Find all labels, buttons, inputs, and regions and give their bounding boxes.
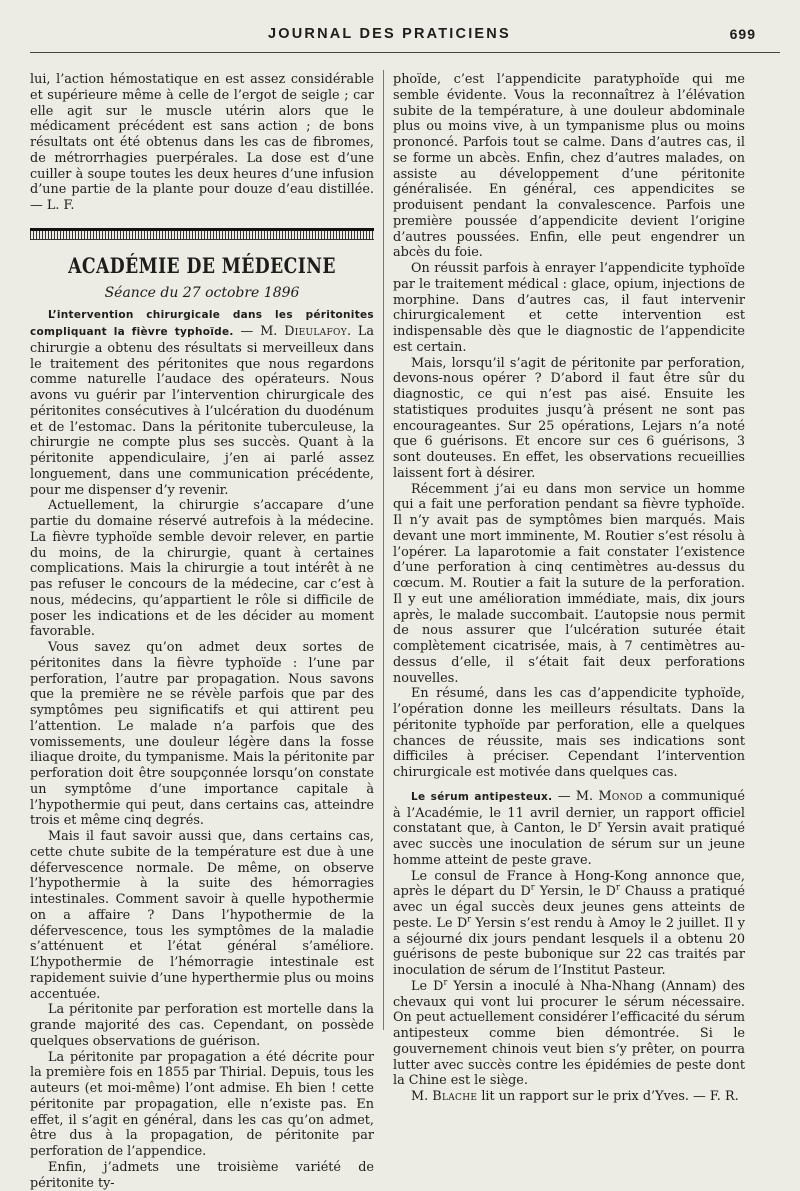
page-number: 699 bbox=[729, 26, 756, 42]
previous-article-end: lui, l’action hémostatique en est assez considérable et supérieure même à celle de l’ergot de seigle ; car elle agit sur le muscle utérin alors que le médicament précédent est sans action ; de bons résultats ont été obtenus dans les cas de fibromes, de métrorrhagies puerpérales. La dose est d’une cuiller à soupe toutes les deux heures d’une infusion d’une partie de la plante pour douze d’eau distillée. — L. F. bbox=[30, 72, 374, 213]
speaker-name: Blache bbox=[432, 1089, 478, 1104]
paragraph: Mais, lorsqu’il s’agit de péritonite par perforation, devons-nous opérer ? D’abord il faut être sûr du diagnostic, ce qui n’est pas aisé. Ensuite les statistiques produites jusqu’à présent ne sont pas encourageantes. Sur 25 opérations, Lejars n’a noté que 6 guérisons. Et encore sur ces 6 guérisons, 3 sont douteuses. En effet, les observations recueillies laissent fort à désirer. bbox=[393, 355, 745, 481]
header-rule bbox=[30, 52, 780, 53]
paragraph: phoïde, c’est l’appendicite paratyphoïde qui me semble évidente. Vous la reconnaîtrez à l’élévation subite de la température, à une douleur abdominale plus ou moins vive, à un tympanisme plus ou moins prononcé. Parfois tout se calme. Dans d’autres cas, il se forme un abcès. Enfin, chez d’autres malades, on assiste au développement d’une péritonite généralisée. En général, ces appendicites se produisent pendant la convalescence. Parfois une première poussée d’appendicite devient l’origine d’autres poussées. Enfin, elle peut engendrer un abcès du foie. bbox=[393, 72, 745, 261]
paragraph: La péritonite par perforation est mortelle dans la grande majorité des cas. Cependant, on possède quelques observations de guérison. bbox=[30, 1002, 374, 1049]
paragraph: Le sérum antipesteux. — M. Monod a communiqué à l’Académie, le 11 avril dernier, un rapport officiel constatant que, à Canton, le $D^r$ Yersin avait pratiqué avec succès une inoculation de sérum sur un jeune homme atteint de peste grave. bbox=[393, 788, 745, 868]
right-column bbox=[393, 72, 745, 1105]
paragraph: L’intervention chirurgicale dans les péritonites compliquant la fièvre typhoïde. — M. Dieulafoy. La chirurgie a obtenu des résultats si merveilleux dans le traitement des péritonites que nous regardons comme naturelle l’audace des opérateurs. Nous avons vu guérir par l’intervention chirurgicale des péritonites consécutives à l’ulcération du duodénum et de l’estomac. Dans la péritonite tuberculeuse, la chirurgie ne compte plus ses succès. Quant à la péritonite appendiculaire, j’en ai parlé assez longuement, dans une communication précédente, pour me dispenser d’y revenir. bbox=[30, 309, 375, 498]
topic-heading: Le sérum antipesteux. bbox=[411, 790, 553, 803]
paragraph: Enfin, j’admets une troisième variété de péritonite ty- bbox=[30, 1159, 374, 1191]
running-title: JOURNAL DES PRATICIENS bbox=[268, 26, 511, 42]
paragraph: Le $D^r$ Yersin a inoculé à Nha-Nhang (Annam) des chevaux qui vont lui procurer le sérum nécessaire. On peut actuellement considérer l’efficacité du sérum antipesteux comme bien démontrée. Si le gouvernement chinois veut bien s’y prêter, on pourra lutter avec succès contre les épidémies de peste dont la Chine est le siège. bbox=[393, 977, 745, 1089]
column-divider bbox=[383, 70, 384, 1030]
paragraph: On réussit parfois à enrayer l’appendicite typhoïde par le traitement médical : glace, opium, injections de morphine. Dans d’autres cas, il faut intervenir chirurgicalement et cette intervention est indispensable dès que le diagnostic de l’appendicite est certain. bbox=[393, 261, 745, 355]
speaker-name: Dieulafoy bbox=[284, 324, 347, 339]
page-header bbox=[0, 26, 800, 46]
paragraph: La péritonite par propagation a été décrite pour la première fois en 1855 par Thirial. Depuis, tous les auteurs (et moi-même) l’ont admise. Eh bien ! cette péritonite par propagation, elle n’existe pas. En effet, il s’agit en général, dans les cas qu’on admet, être dus à la propagation, de péritonite par perforation de l’appendice. bbox=[30, 1049, 374, 1159]
section-title: ACADÉMIE DE MÉDECINE bbox=[68, 252, 336, 278]
speaker-name: Monod bbox=[598, 788, 643, 804]
paragraph: Récemment j’ai eu dans mon service un homme qui a fait une perforation pendant sa fièvre typhoïde. Il n’y avait pas de symptômes bien marqués. Mais devant une mort imminente, M. Routier s’est résolu à l’opérer. La laparotomie a fait constater l’existence d’une perforation à cinq centimètres au-dessus du cœcum. M. Routier a fait la suture de la perforation. Il y eut une amélioration immédiate, mais, dix jours après, le malade succombait. L’autopsie nous permit de nous assurer que l’ulcération suturée était complètement cicatrisée, mais, à 7 centimètres au-dessus d’elle, il s’était fait deux perforations nouvelles. bbox=[393, 481, 745, 686]
topic-heading: L’intervention chirurgicale dans les péritonites compliquant la fièvre typhoïde. bbox=[30, 309, 374, 338]
section-separator bbox=[30, 228, 374, 240]
paragraph: Le consul de France à Hong-Kong annonce que, après le départ du $D^r$ Yersin, le $D^r$ Chauss a pratiqué avec un égal succès deux jeunes gens atteints de peste. Le $D^r$ Yersin s’est rendu à Amoy le 2 juillet. Il y a séjourné dix jours pendant lesquels il a obtenu 20 guérisons de peste bubonique sur 22 cas traités par inoculation de sérum de l’Institut Pasteur. bbox=[393, 868, 745, 978]
session-date: Séance du 27 octobre 1896 bbox=[104, 284, 300, 301]
paragraph: M. Blache lit un rapport sur le prix d’Yves. — F. R. bbox=[411, 1089, 739, 1104]
paragraph: Vous savez qu’on admet deux sortes de péritonites dans la fièvre typhoïde : l’une par perforation, l’autre par propagation. Nous savons que la première ne se révèle parfois que par des symptômes peu significatifs et qui attirent peu l’attention. Le malade n’a parfois que des vomissements, une douleur légère dans la fosse iliaque droite, du tympanisme. Mais la péritonite par perforation doit être soupçonnée lorsqu’on constate un symptôme d’une importance capitale à l’hypothermie qui peut, dans certains cas, atteindre trois et même cinq degrés. bbox=[30, 640, 374, 829]
paragraph: Actuellement, la chirurgie s’accapare d’une partie du domaine réservé autrefois à la médecine. La fièvre typhoïde semble devoir relever, en partie du moins, de la chirurgie, quant à certaines complications. Mais la chirurgie a tout intérêt à ne pas refuser le concours de la médecine, car c’est à nous, médecins, qu’appartient le rôle si difficile de poser les indications et de les décider au moment favorable. bbox=[30, 498, 374, 640]
paragraph: Mais il faut savoir aussi que, dans certains cas, cette chute subite de la température est due à une défervescence normale. De même, on observe l’hypothermie à la suite des hémorragies intestinales. Comment savoir à quelle hypothermie on a affaire ? Dans l’hypothermie de la défervescence, tous les symptômes de la maladie s’atténuent et l’état général s’améliore. L’hypothermie de l’hémorragie intestinale est rapidement suivie d’une hyperthermie plus ou moins accentuée. bbox=[30, 829, 374, 1002]
paragraph: En résumé, dans les cas d’appendicite typhoïde, l’opération donne les meilleurs résultats. Dans la péritonite typhoïde par perforation, elle a quelques chances de réussite, mais ses indications sont difficiles à préciser. Cependant l’intervention chirurgicale est motivée dans quelques cas. bbox=[393, 686, 745, 780]
left-column bbox=[30, 72, 374, 1191]
